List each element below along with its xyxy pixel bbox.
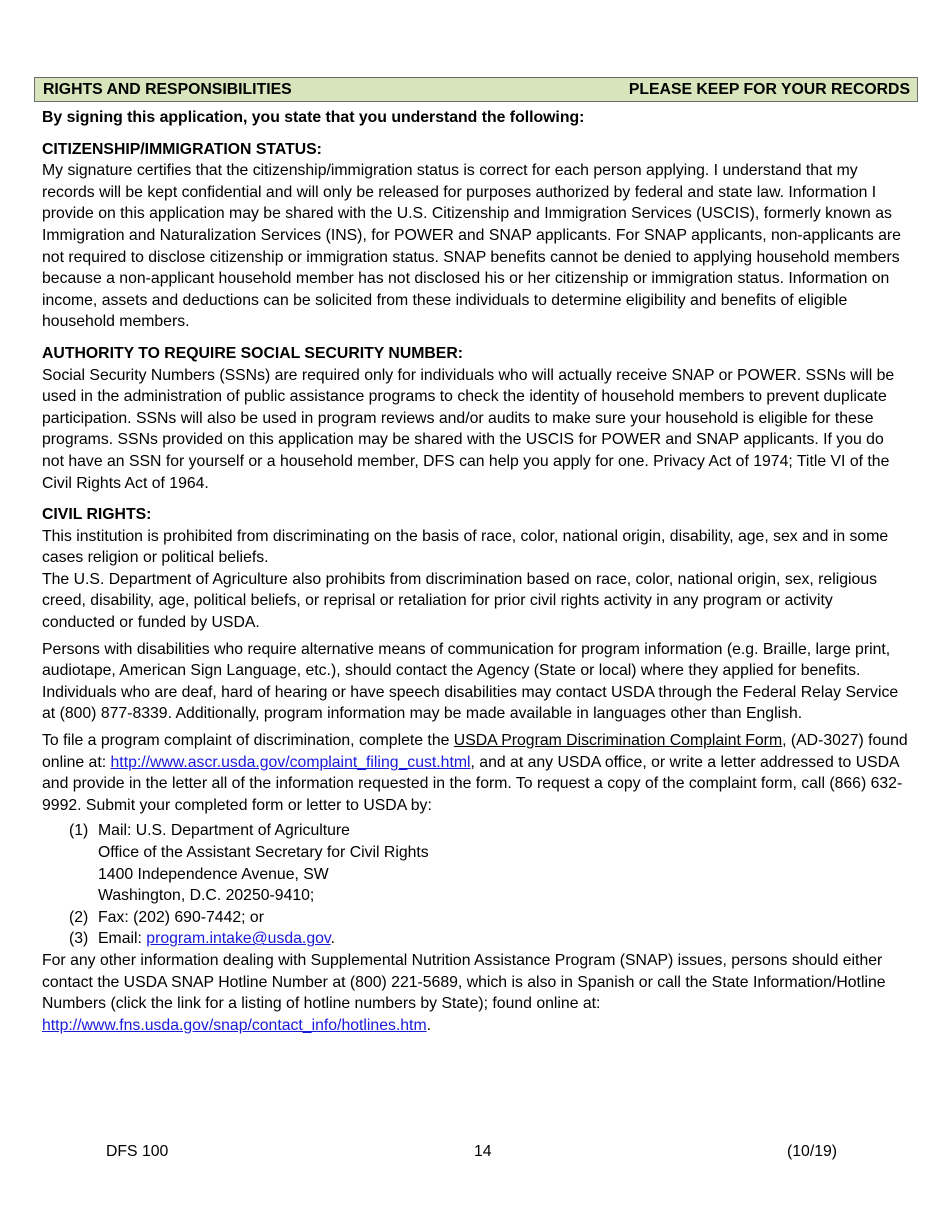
complaint-text-3: , and at any USDA office, or write a letter addressed to USDA and provide in the letter all of the information requested in the form. To request a copy of the complaint form, call (866) 632-9992. Submit your completed form or letter to USDA by: <box>42 753 903 814</box>
footer-revision-date: (10/19) <box>787 1143 838 1160</box>
list-item <box>42 928 908 950</box>
ssn-paragraph: Social Security Numbers (SSNs) are required only for individuals who will actually receive SNAP or POWER. SSNs will be used in the administration of public assistance programs to check the identity of household members to prevent duplicate participation. SSNs will also be used in program reviews and/or audits to make sure your household is eligible for these programs. SSNs provided on this application may be shared with the USCIS for POWER and SNAP applicants. If you do not have an SSN for yourself or a household member, DFS can help you apply for one. Privacy Act of 1974; Title VI of the Civil Rights Act of 1964. <box>42 366 895 492</box>
fax-number: Fax: (202) 690-7442; or <box>98 908 264 926</box>
list-number: (1) <box>69 822 89 840</box>
list-number: (2) <box>69 908 89 926</box>
header-title: RIGHTS AND RESPONSIBILITIES <box>43 80 292 98</box>
civil-rights-paragraph-1: This institution is prohibited from discriminating on the basis of race, color, national origin, disability, age, sex and in some cases religion or political beliefs. <box>42 527 889 567</box>
intro-statement: By signing this application, you state that you understand the following: <box>42 109 585 126</box>
mail-address <box>98 820 429 906</box>
footer-page-number: 14 <box>474 1143 492 1160</box>
submission-methods-list <box>42 820 908 950</box>
complaint-text-2: , (AD-3027) found online at: <box>42 732 908 771</box>
snap-hotline-paragraph <box>42 950 908 1036</box>
list-item <box>42 820 908 906</box>
snap-hotline-text: For any other information dealing with Supplemental Nutrition Assistance Program (SNAP) issues, persons should either contact the USDA SNAP Hotline Number at (800) 221-5689, which is also in Spanish or call the State Information/Hotline Numbers (click the link for a listing of hotline numbers by State); found online at: <box>42 951 886 1013</box>
address-line: Office of the Assistant Secretary for Civil Rights <box>98 844 429 861</box>
snap-hotline-end: . <box>426 1016 431 1034</box>
citizenship-paragraph: My signature certifies that the citizenship/immigration status is correct for each person applying. I understand that my records will be kept confidential and will only be released for purposes authorized by federal and state law. Information I provide on this application may be shared with the U.S. Citizenship and Immigration Services (USCIS), formerly known as Immigration and Naturalization Services (INS), for POWER and SNAP applicants. For SNAP applicants, non-applicants are not required to disclose citizenship or immigration status. SNAP benefits cannot be denied to applying household members because a non-applicant household member has not disclosed his or her citizenship or immigration status. Information on income, assets and deductions can be solicited from these individuals to determine eligibility and benefits of eligible household members. <box>42 162 901 331</box>
header-keep-notice: PLEASE KEEP FOR YOUR RECORDS <box>628 80 910 98</box>
citizenship-heading: CITIZENSHIP/IMMIGRATION STATUS: <box>42 140 322 158</box>
complaint-filing-link[interactable]: http://www.ascr.usda.gov/complaint_filing_cust.html <box>110 753 471 771</box>
civil-rights-heading: CIVIL RIGHTS: <box>42 506 152 524</box>
address-line: 1400 Independence Avenue, SW <box>98 865 329 883</box>
address-line: Washington, D.C. 20250-9410; <box>98 887 315 905</box>
complaint-text-1: To file a program complaint of discrimination, complete the <box>42 732 454 750</box>
ssn-heading: AUTHORITY TO REQUIRE SOCIAL SECURITY NUMBER: <box>42 344 463 362</box>
section-header-bar <box>34 77 918 102</box>
page-footer <box>0 1143 950 1165</box>
email-label: Email: <box>98 930 147 948</box>
complaint-paragraph <box>42 730 908 816</box>
list-item <box>42 907 908 929</box>
hotlines-link[interactable]: http://www.fns.usda.gov/snap/contact_info/hotlines.htm <box>42 1016 427 1034</box>
document-page <box>42 77 908 1036</box>
address-line: Mail: U.S. Department of Agriculture <box>98 822 350 840</box>
civil-rights-paragraph-3: Persons with disabilities who require alternative means of communication for program information (e.g. Braille, large print, audiotape, American Sign Language, etc.), should contact the Agency (State or local) where they applied for benefits. Individuals who are deaf, hard of hearing or have speech disabilities may contact USDA through the Federal Relay Service at (800) 877-8339. Additionally, program information may be made available in languages other than English. <box>42 640 899 723</box>
list-number: (3) <box>69 930 89 948</box>
complaint-form-name: USDA Program Discrimination Complaint Form <box>453 732 783 750</box>
email-line <box>98 928 335 950</box>
civil-rights-paragraph-2: The U.S. Department of Agriculture also prohibits from discrimination based on race, color, national origin, sex, religious creed, disability, age, political beliefs, or reprisal or retaliation for prior civil rights activity in any program or activity conducted or funded by USDA. <box>42 570 878 632</box>
email-end: . <box>330 930 336 948</box>
email-link[interactable]: program.intake@usda.gov <box>146 930 331 948</box>
footer-form-number: DFS 100 <box>106 1143 169 1160</box>
